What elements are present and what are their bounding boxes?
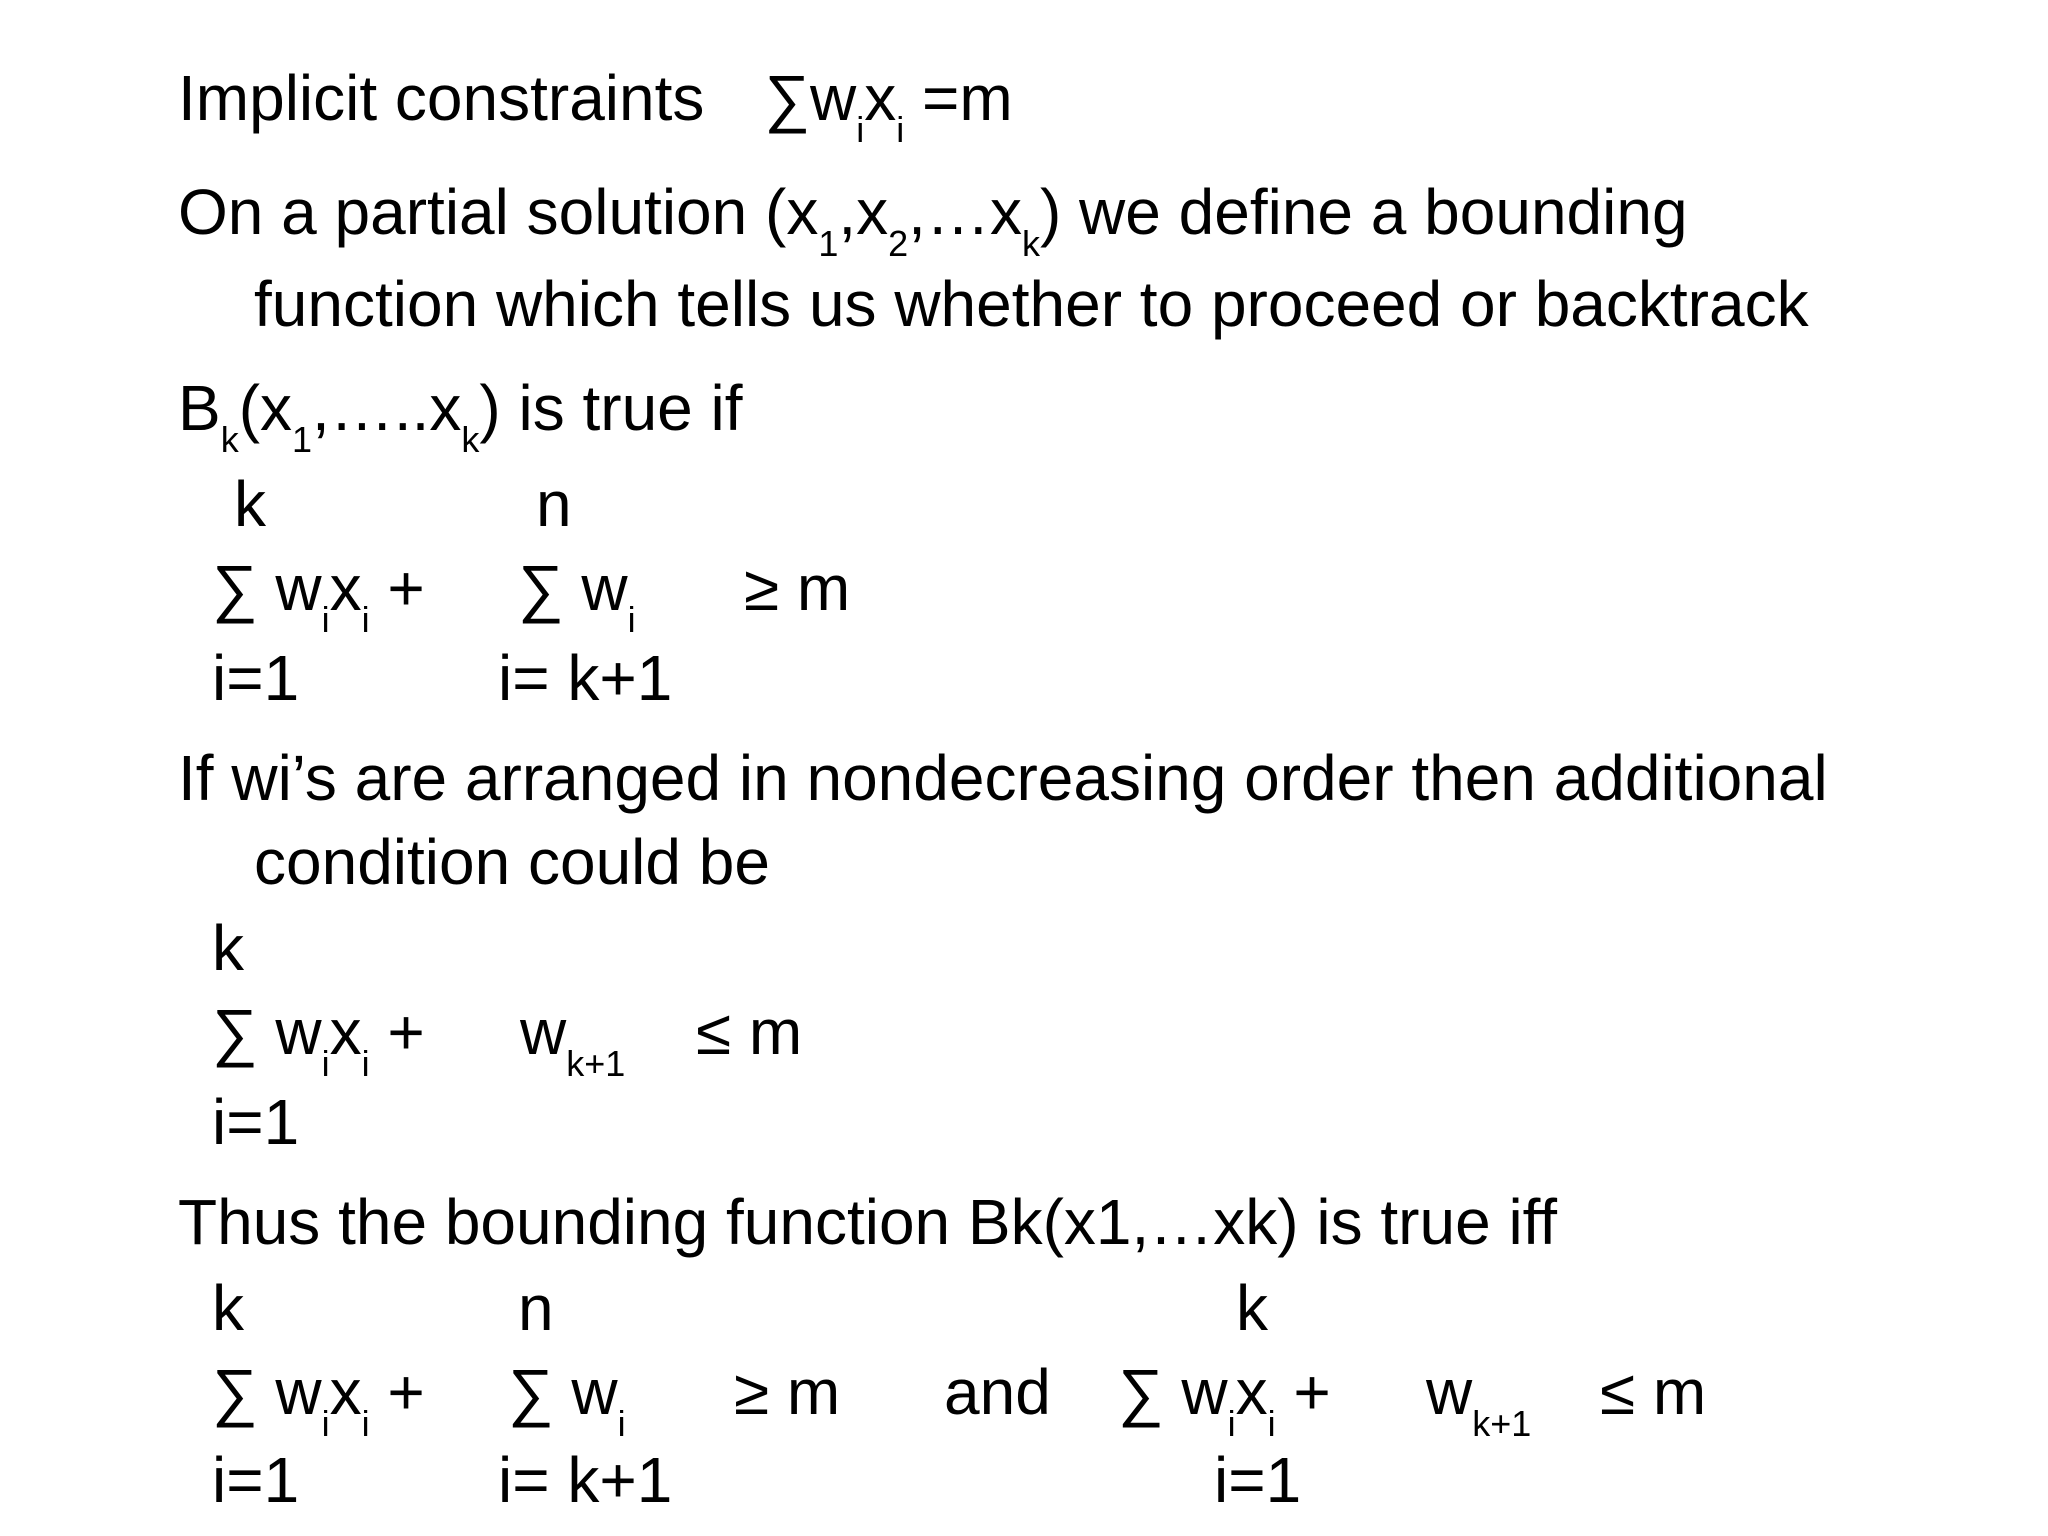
subscript-i: i — [1267, 1403, 1276, 1444]
subscript-k: k — [461, 419, 480, 460]
formula3-and: and — [944, 1356, 1051, 1428]
formula1-upper-n: n — [536, 468, 572, 540]
plus-sign: + — [1275, 1356, 1331, 1428]
plus-sign: + — [369, 1356, 425, 1428]
partial-solution-line — [178, 176, 1688, 264]
formula2-upper-k: k — [212, 912, 244, 984]
subscript-k: k — [1021, 223, 1040, 264]
formula3-lower-3: i=1 — [1214, 1444, 1302, 1516]
formula3-w-term — [1426, 1356, 1532, 1444]
formula3-leq-m: ≤ m — [1600, 1356, 1707, 1428]
plus-sign: + — [369, 996, 425, 1068]
formula3-sum-term-1 — [212, 1356, 425, 1444]
subscript-i: i — [361, 599, 370, 640]
partial-text-2: ,x — [838, 176, 889, 248]
var-x: x — [1235, 1356, 1268, 1428]
var-x: x — [329, 552, 362, 624]
var-w: w — [520, 996, 567, 1068]
formula2-w-term — [520, 996, 626, 1084]
sum-w: ∑ w — [212, 996, 322, 1068]
formula3-upper-n: n — [518, 1272, 554, 1344]
formula3-lower-2: i= k+1 — [498, 1444, 673, 1516]
plus-sign: + — [369, 552, 425, 624]
formula3-sum-term-2 — [1118, 1356, 1331, 1444]
subscript-i: i — [361, 1043, 370, 1084]
implicit-label: Implicit constraints — [178, 62, 705, 134]
formula3-geq-m: ≥ m — [734, 1356, 841, 1428]
bk-text-3: ) is true if — [479, 372, 743, 444]
implicit-constraints-line — [178, 62, 1013, 150]
formula1-upper-k: k — [234, 468, 266, 540]
var-x: x — [329, 996, 362, 1068]
bk-true-line — [178, 372, 743, 460]
sum-w: ∑ w — [212, 552, 322, 624]
sum-w: ∑ w — [508, 1356, 618, 1428]
subscript-i: i — [627, 599, 636, 640]
formula3-upper-k: k — [212, 1272, 244, 1344]
formula2-lower-1: i=1 — [212, 1086, 300, 1158]
subscript-1: 1 — [818, 223, 839, 264]
subscript-i: i — [1227, 1403, 1236, 1444]
subscript-2: 2 — [888, 223, 909, 264]
nondecreasing-line: If wi’s are arranged in nondecreasing order then additional — [178, 742, 1828, 814]
formula3-lower-1: i=1 — [212, 1444, 300, 1516]
subscript-i: i — [321, 1403, 330, 1444]
var-w: w — [810, 62, 857, 134]
subscript-i: i — [321, 599, 330, 640]
sum-w: ∑ w — [518, 552, 628, 624]
var-b: B — [178, 372, 221, 444]
formula1-sum-w — [518, 552, 636, 640]
subscript-k-plus-1: k+1 — [566, 1043, 626, 1084]
formula1-geq-m: ≥ m — [744, 552, 851, 624]
var-w: w — [1426, 1356, 1473, 1428]
formula2-sum-term — [212, 996, 425, 1084]
var-x: x — [329, 1356, 362, 1428]
thus-line: Thus the bounding function Bk(x1,…xk) is true iff — [178, 1186, 1558, 1258]
sum-symbol: ∑ — [764, 62, 810, 134]
subscript-i: i — [361, 1403, 370, 1444]
bk-text-1: (x — [238, 372, 292, 444]
partial-text-4: ) we define a bounding — [1039, 176, 1688, 248]
subscript-i: i — [896, 109, 905, 150]
formula2-leq-m: ≤ m — [696, 996, 803, 1068]
subscript-i: i — [617, 1403, 626, 1444]
partial-solution-line-2: function which tells us whether to proceed or backtrack — [254, 268, 1809, 340]
formula3-sum-w — [508, 1356, 626, 1444]
subscript-i: i — [856, 109, 865, 150]
partial-text-1: On a partial solution (x — [178, 176, 819, 248]
subscript-k: k — [220, 419, 239, 460]
equals-m: =m — [904, 62, 1013, 134]
formula1-sum-term — [212, 552, 425, 640]
var-x: x — [864, 62, 897, 134]
formula1-lower-2: i= k+1 — [498, 642, 673, 714]
sum-w: ∑ w — [1118, 1356, 1228, 1428]
subscript-i: i — [321, 1043, 330, 1084]
bk-text-2: ,…..x — [312, 372, 462, 444]
sum-w: ∑ w — [212, 1356, 322, 1428]
partial-text-3: ,…x — [908, 176, 1022, 248]
subscript-k-plus-1: k+1 — [1472, 1403, 1532, 1444]
nondecreasing-line-2: condition could be — [254, 826, 770, 898]
formula3-upper-k2: k — [1236, 1272, 1268, 1344]
subscript-1: 1 — [292, 419, 313, 460]
formula1-lower-1: i=1 — [212, 642, 300, 714]
